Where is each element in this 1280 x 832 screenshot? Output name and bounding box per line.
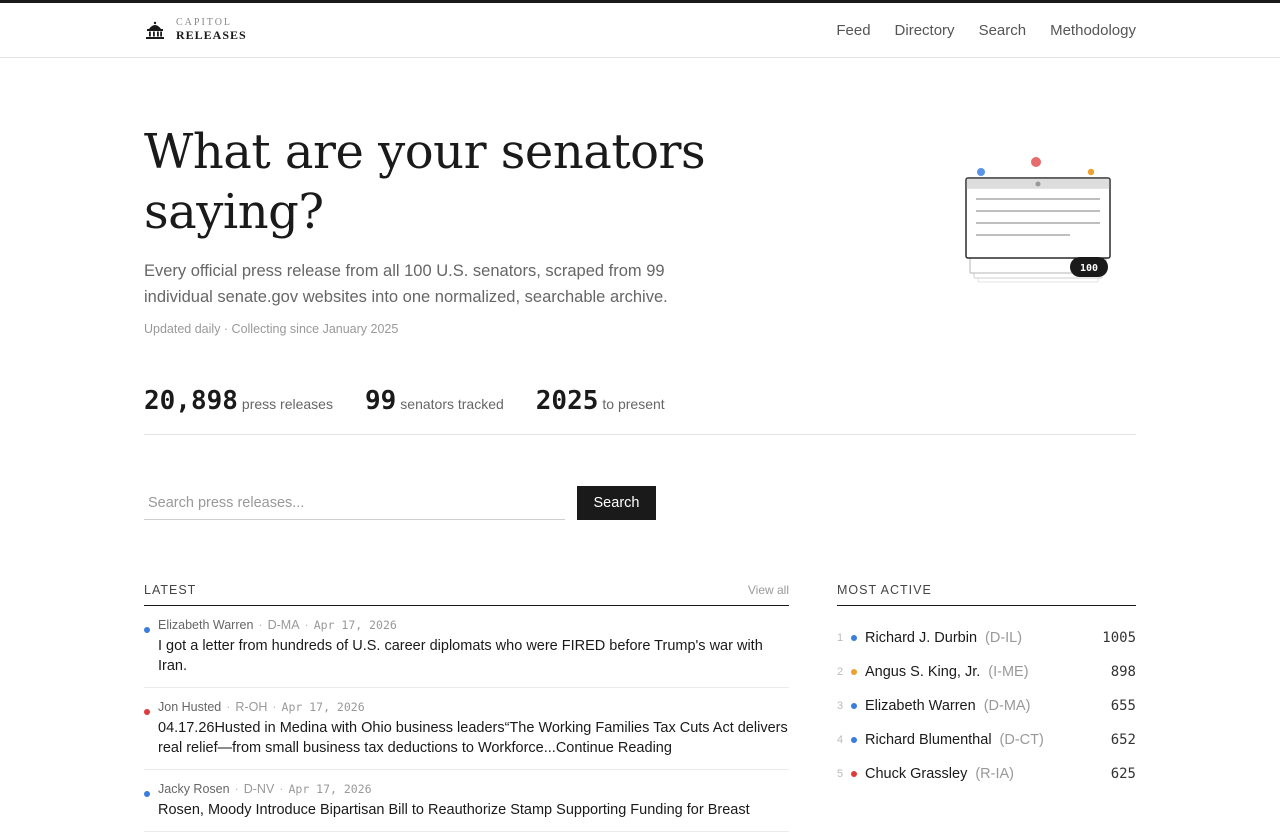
party-dot: [851, 635, 857, 641]
stat-label: senators tracked: [400, 396, 504, 412]
stat-value: 99: [364, 386, 397, 416]
party-dot: [851, 669, 857, 675]
rank-number: 1: [837, 632, 844, 644]
party-label: (D-MA): [983, 698, 1031, 714]
stat-label: press releases: [241, 396, 333, 412]
rank-number: 2: [837, 666, 844, 678]
party-label: (D-IL): [985, 630, 1023, 646]
press-stack-illustration: [960, 152, 1120, 292]
site-logo[interactable]: [144, 18, 247, 41]
capitol-icon: [144, 19, 166, 41]
most-active-list: [837, 606, 1136, 791]
party-dot: [851, 771, 857, 777]
main-nav: [836, 22, 1136, 39]
latest-header: [144, 583, 789, 606]
stat-releases: [144, 386, 333, 416]
most-active-header: [837, 583, 1136, 606]
nav-methodology[interactable]: Methodology: [1050, 22, 1136, 39]
party-dot: [144, 627, 150, 633]
party-label: (I-ME): [988, 664, 1029, 680]
stat-value: 2025: [535, 386, 599, 416]
release-count: 625: [1110, 766, 1136, 782]
logo-line-2: RELEASES: [176, 28, 247, 42]
senator-name[interactable]: Jacky Rosen: [158, 782, 230, 796]
most-active-title: MOST ACTIVE: [837, 583, 932, 597]
senator-name[interactable]: Elizabeth Warren: [865, 698, 976, 714]
release-count: 652: [1110, 732, 1136, 748]
release-item[interactable]: [144, 606, 789, 688]
party-label: R-OH: [235, 700, 268, 714]
release-meta: Elizabeth Warren · D-MA · Apr 17, 2026: [158, 618, 397, 632]
party-label: (R-IA): [975, 766, 1015, 782]
release-date: Apr 17, 2026: [288, 782, 372, 796]
release-meta: Jacky Rosen · D-NV · Apr 17, 2026: [158, 782, 372, 796]
stats-bar: [144, 386, 1136, 435]
rank-number: 4: [837, 734, 844, 746]
release-count: 898: [1110, 664, 1136, 680]
release-title[interactable]: 04.17.26Husted in Medina with Ohio business leaders“The Working Families Tax Cuts Act delivers real relief—from small business tax deductions to Workforce...Continue Reading: [158, 720, 788, 756]
nav-directory[interactable]: Directory: [894, 22, 955, 39]
nav-feed[interactable]: Feed: [836, 22, 871, 39]
search-input[interactable]: [144, 486, 565, 520]
release-count: 655: [1110, 698, 1136, 714]
most-active-section: [837, 583, 1136, 791]
release-date: Apr 17, 2026: [281, 700, 365, 714]
party-label: D-MA: [267, 618, 300, 632]
logo-line-1: CAPITOL: [176, 17, 233, 28]
release-title[interactable]: I got a letter from hundreds of U.S. career diplomats who were FIRED before Trump's war with Iran.: [158, 638, 763, 674]
party-dot: [144, 791, 150, 797]
most-active-row[interactable]: [837, 757, 1136, 791]
latest-section: [144, 583, 789, 832]
stat-senators: [365, 386, 504, 416]
release-count: 1005: [1102, 630, 1136, 646]
stat-years: [536, 386, 665, 416]
hero-title: What are your senators saying?: [144, 124, 706, 240]
senator-name[interactable]: Jon Husted: [158, 700, 222, 714]
site-header: [0, 3, 1280, 58]
illustration-badge: 100: [1079, 263, 1099, 274]
latest-title: LATEST: [144, 583, 197, 597]
party-dot: [851, 737, 857, 743]
view-all-link[interactable]: View all: [747, 583, 789, 597]
release-item[interactable]: [144, 770, 789, 832]
hero-subtitle: Every official press release from all 100 U.S. senators, scraped from 99 individual senate.gov websites into one normalized, searchable archive.: [144, 262, 668, 306]
release-date: Apr 17, 2026: [313, 618, 397, 632]
stat-label: to present: [602, 396, 665, 412]
rank-number: 3: [837, 700, 844, 712]
hero-meta: Updated daily · Collecting since January 2025: [144, 322, 399, 336]
most-active-row[interactable]: [837, 655, 1136, 689]
party-dot: [144, 709, 150, 715]
release-item[interactable]: [144, 688, 789, 770]
release-meta: Jon Husted · R-OH · Apr 17, 2026: [158, 700, 365, 714]
most-active-row[interactable]: [837, 621, 1136, 655]
party-label: (D-CT): [999, 732, 1044, 748]
senator-name[interactable]: Richard J. Durbin: [865, 630, 978, 646]
senator-name[interactable]: Chuck Grassley: [865, 766, 968, 782]
party-dot: [851, 703, 857, 709]
senator-name[interactable]: Angus S. King, Jr.: [865, 664, 981, 680]
most-active-row[interactable]: [837, 689, 1136, 723]
most-active-row[interactable]: [837, 723, 1136, 757]
stat-value: 20,898: [144, 386, 238, 416]
senator-name[interactable]: Elizabeth Warren: [158, 618, 254, 632]
party-label: D-NV: [243, 782, 275, 796]
nav-search[interactable]: Search: [978, 22, 1027, 39]
rank-number: 5: [837, 768, 844, 780]
search-button[interactable]: Search: [577, 486, 656, 520]
senator-name[interactable]: Richard Blumenthal: [865, 732, 992, 748]
release-title[interactable]: Rosen, Moody Introduce Bipartisan Bill to Reauthorize Stamp Supporting Funding for Breast: [158, 802, 750, 818]
